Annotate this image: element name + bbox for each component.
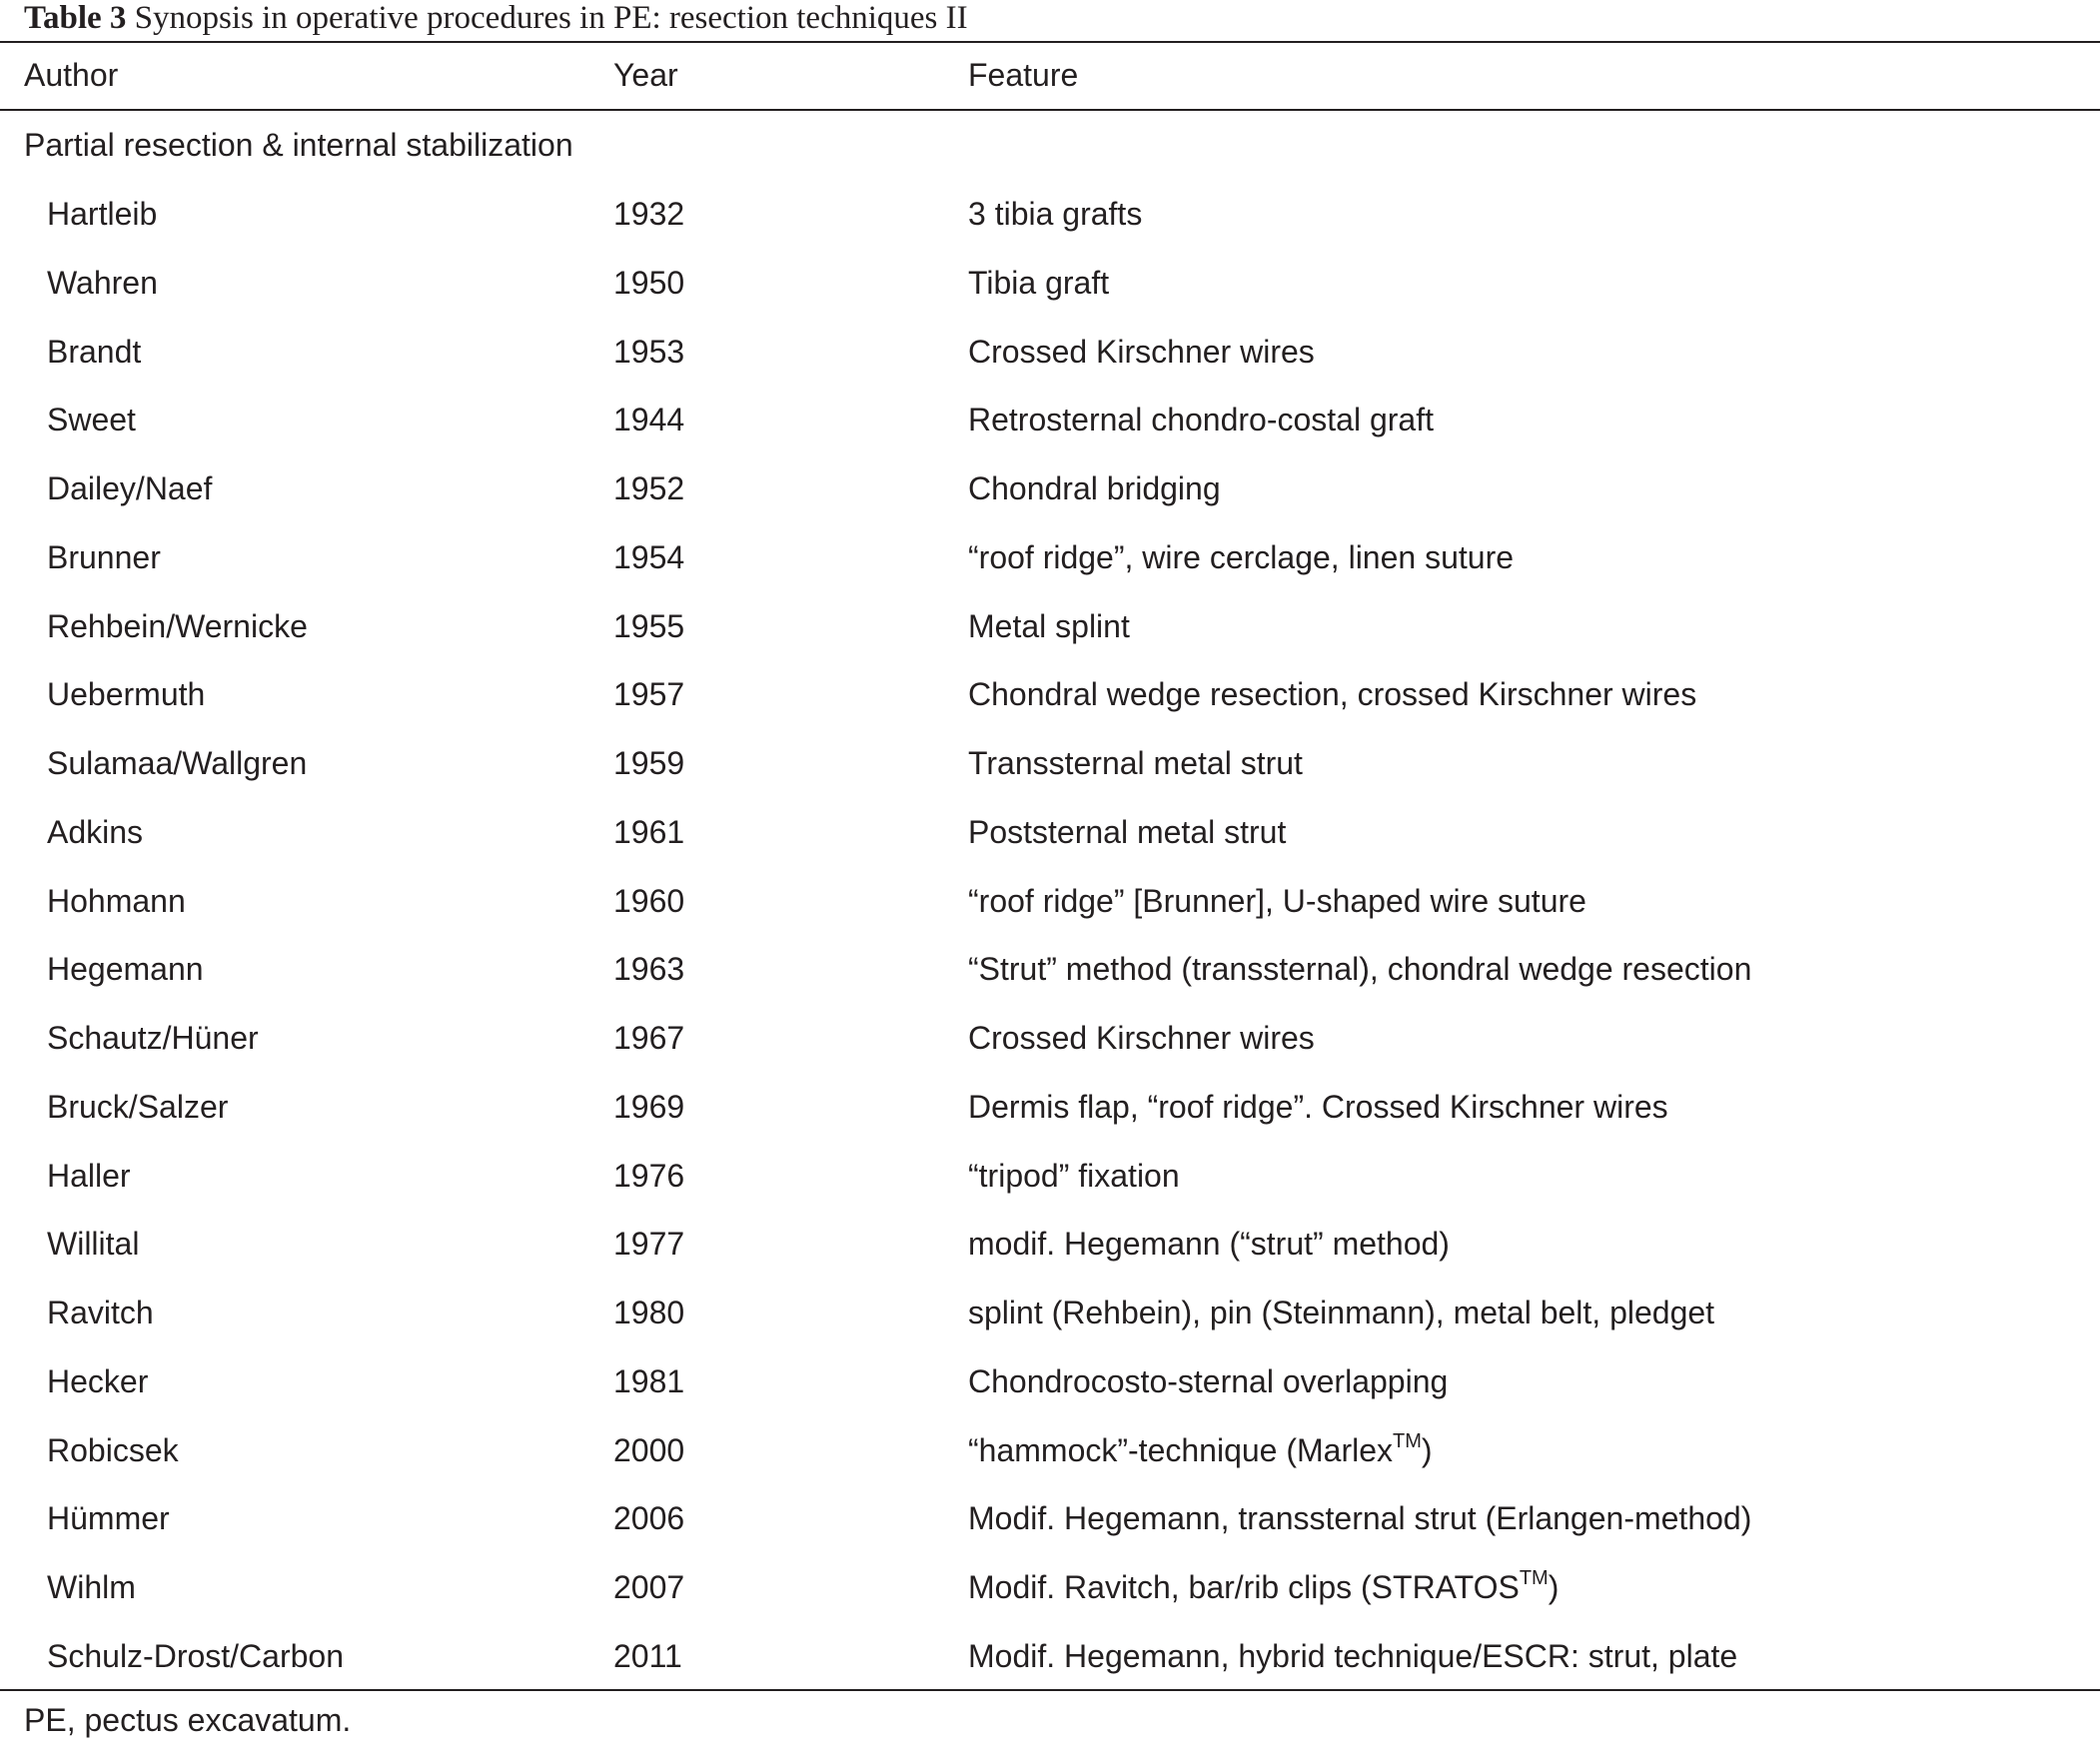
cell-feature xyxy=(968,1142,1180,1211)
cell-year: 1963 xyxy=(613,951,685,988)
cell-feature xyxy=(968,386,1434,454)
column-header-feature: Feature xyxy=(968,57,1079,93)
cell-feature-text: “hammock”-technique (Marlex xyxy=(968,1431,1394,1468)
column-header-year: Year xyxy=(613,57,678,93)
cell-year: 1961 xyxy=(613,813,685,850)
cell-feature-text: Modif. Ravitch, bar/rib clips (STRATOS xyxy=(968,1569,1520,1605)
cell-feature xyxy=(968,1416,1433,1485)
trademark-superscript: TM xyxy=(1393,1429,1422,1452)
cell-feature xyxy=(968,454,1221,523)
cell-author: Hohmann xyxy=(47,882,186,919)
cell-year: 1981 xyxy=(613,1362,685,1399)
cell-feature xyxy=(968,318,1315,387)
cell-author: Adkins xyxy=(47,813,144,850)
cell-feature xyxy=(968,1210,1450,1279)
table-footnote: PE, pectus excavatum. xyxy=(24,1702,352,1738)
cell-year: 1967 xyxy=(613,1020,685,1056)
cell-feature xyxy=(968,1622,1737,1691)
cell-author: Brandt xyxy=(47,333,142,370)
cell-feature-text: “tripod” fixation xyxy=(968,1157,1180,1194)
cell-feature-text: Crossed Kirschner wires xyxy=(968,333,1315,370)
cell-author: Willital xyxy=(47,1226,140,1263)
table-row xyxy=(0,867,2100,936)
cell-feature xyxy=(968,1073,1668,1142)
cell-feature-end: ) xyxy=(1548,1569,1560,1605)
cell-year: 2007 xyxy=(613,1569,685,1605)
cell-feature-text: “roof ridge” [Brunner], U-shaped wire suture xyxy=(968,882,1586,919)
cell-feature-text: Retrosternal chondro-costal graft xyxy=(968,402,1434,439)
cell-feature-text: “Strut” method (transsternal), chondral wedge resection xyxy=(968,951,1752,988)
cell-year: 2000 xyxy=(613,1431,685,1468)
cell-feature-text: 3 tibia grafts xyxy=(968,196,1143,232)
cell-year: 1969 xyxy=(613,1088,685,1125)
cell-feature-text: Chondral wedge resection, crossed Kirschner wires xyxy=(968,676,1697,713)
table-row xyxy=(0,592,2100,661)
cell-feature-text: Modif. Hegemann, hybrid technique/ESCR: strut, plate xyxy=(968,1637,1738,1674)
table-row xyxy=(0,1073,2100,1142)
column-header-author: Author xyxy=(24,57,119,93)
cell-author: Haller xyxy=(47,1157,131,1194)
group-row xyxy=(0,111,2100,180)
cell-year: 1950 xyxy=(613,264,685,301)
cell-feature xyxy=(968,660,1696,729)
table-row xyxy=(0,1210,2100,1279)
table-caption-label: Table 3 xyxy=(24,0,127,36)
table-row xyxy=(0,180,2100,249)
cell-author: Wihlm xyxy=(47,1569,136,1605)
cell-year: 1976 xyxy=(613,1157,685,1194)
table-row xyxy=(0,1279,2100,1347)
cell-author: Hümmer xyxy=(47,1500,170,1537)
table-row xyxy=(0,1347,2100,1416)
cell-author: Sweet xyxy=(47,402,136,439)
cell-year: 1980 xyxy=(613,1295,685,1330)
cell-year: 1952 xyxy=(613,470,685,506)
cell-feature-text: Transsternal metal strut xyxy=(968,745,1303,781)
table-row xyxy=(0,660,2100,729)
cell-year: 2011 xyxy=(613,1637,682,1674)
table-row xyxy=(0,1622,2100,1691)
table-row xyxy=(0,798,2100,867)
table-row xyxy=(0,454,2100,523)
cell-feature-text: Chondrocosto-sternal overlapping xyxy=(968,1362,1449,1399)
table-row xyxy=(0,1553,2100,1622)
cell-feature-text: Modif. Hegemann, transsternal strut (Erlangen-method) xyxy=(968,1500,1752,1537)
cell-feature-text: Metal splint xyxy=(968,607,1130,644)
table-row xyxy=(0,386,2100,454)
cell-year: 1954 xyxy=(613,538,685,575)
cell-author: Uebermuth xyxy=(47,676,206,713)
table-row xyxy=(0,935,2100,1004)
group-label: Partial resection & internal stabilization xyxy=(24,127,573,163)
cell-feature-text: “roof ridge”, wire cerclage, linen suture xyxy=(968,538,1515,575)
cell-feature xyxy=(968,798,1286,867)
cell-year: 1944 xyxy=(613,402,685,439)
cell-feature-end: ) xyxy=(1421,1431,1433,1468)
cell-feature-text: Chondral bridging xyxy=(968,470,1221,506)
cell-year: 1959 xyxy=(613,745,685,781)
cell-author: Dailey/Naef xyxy=(47,470,213,506)
table-row xyxy=(0,523,2100,592)
cell-feature xyxy=(968,523,1514,592)
cell-year: 1955 xyxy=(613,607,685,644)
cell-feature-text: Tibia graft xyxy=(968,264,1110,301)
trademark-superscript: TM xyxy=(1519,1567,1549,1590)
cell-author: Rehbein/Wernicke xyxy=(47,607,308,644)
cell-feature xyxy=(968,1279,1714,1347)
cell-author: Sulamaa/Wallgren xyxy=(47,745,308,781)
cell-author: Bruck/Salzer xyxy=(47,1088,229,1125)
cell-feature-text: Crossed Kirschner wires xyxy=(968,1020,1315,1056)
cell-year: 2006 xyxy=(613,1500,685,1537)
cell-feature xyxy=(968,1004,1315,1073)
cell-author: Hecker xyxy=(47,1362,149,1399)
cell-author: Schulz-Drost/Carbon xyxy=(47,1637,344,1674)
table-caption-text: Synopsis in operative procedures in PE: resection techniques II xyxy=(134,0,968,36)
cell-feature xyxy=(968,1484,1751,1553)
cell-feature xyxy=(968,935,1751,1004)
cell-author: Hegemann xyxy=(47,951,204,988)
table-row xyxy=(0,1416,2100,1485)
cell-author: Schautz/Hüner xyxy=(47,1020,259,1056)
cell-author: Ravitch xyxy=(47,1295,154,1330)
table-row xyxy=(0,318,2100,387)
cell-year: 1953 xyxy=(613,333,685,370)
cell-feature-text: modif. Hegemann (“strut” method) xyxy=(968,1226,1450,1263)
table-row xyxy=(0,1142,2100,1211)
cell-author: Brunner xyxy=(47,538,161,575)
cell-feature xyxy=(968,180,1142,249)
cell-feature-text: Poststernal metal strut xyxy=(968,813,1287,850)
cell-feature xyxy=(968,249,1109,318)
cell-feature-text: Dermis flap, “roof ridge”. Crossed Kirschner wires xyxy=(968,1088,1668,1125)
cell-feature xyxy=(968,1347,1448,1416)
table-row xyxy=(0,249,2100,318)
cell-year: 1960 xyxy=(613,882,685,919)
cell-feature xyxy=(968,867,1586,936)
table-row xyxy=(0,1484,2100,1553)
table-row xyxy=(0,729,2100,798)
table-header-row xyxy=(0,41,2100,110)
cell-feature xyxy=(968,729,1303,798)
cell-feature xyxy=(968,1553,1559,1622)
cell-author: Robicsek xyxy=(47,1431,179,1468)
cell-year: 1957 xyxy=(613,676,685,713)
cell-year: 1977 xyxy=(613,1226,685,1263)
cell-year: 1932 xyxy=(613,196,685,232)
cell-author: Wahren xyxy=(47,264,158,301)
cell-author: Hartleib xyxy=(47,196,158,232)
table-caption xyxy=(24,0,968,40)
table-row xyxy=(0,1004,2100,1073)
cell-feature-text: splint (Rehbein), pin (Steinmann), metal belt, pledget xyxy=(968,1295,1715,1330)
cell-feature xyxy=(968,592,1130,661)
